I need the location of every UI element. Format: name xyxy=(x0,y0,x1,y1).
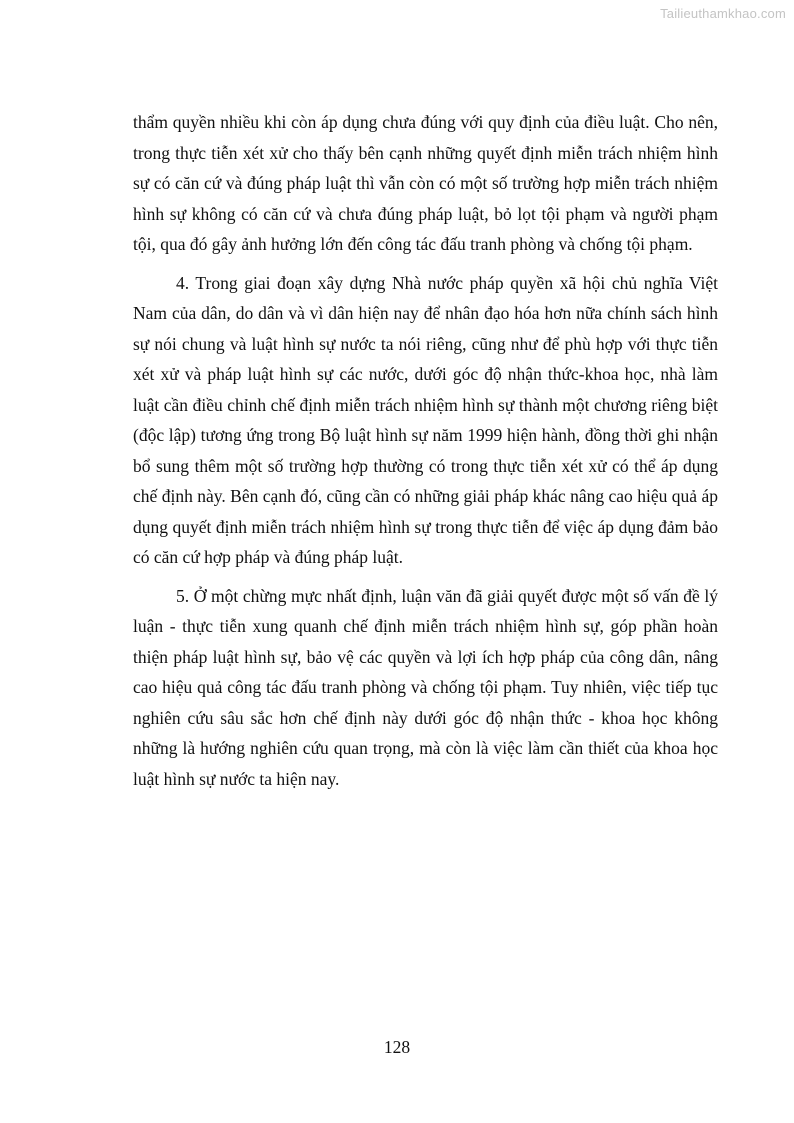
paragraph-point-4: 4. Trong giai đoạn xây dựng Nhà nước pháp quyền xã hội chủ nghĩa Việt Nam của dân, do dân và vì dân hiện nay để nhân đạo hóa hơn nữa chính sách hình sự nói chung và luật hình sự nước ta nói riêng, cũng như để phù hợp với thực tiễn xét xử và pháp luật hình sự các nước, dưới góc độ nhận thức-khoa học, nhà làm luật cần điều chỉnh chế định miễn trách nhiệm hình sự thành một chương riêng biệt (độc lập) tương ứng trong Bộ luật hình sự năm 1999 hiện hành, đồng thời ghi nhận bổ sung thêm một số trường hợp thường có trong thực tiễn xét xử có thể áp dụng chế định này. Bên cạnh đó, cũng cần có những giải pháp khác nâng cao hiệu quả áp dụng quyết định miễn trách nhiệm hình sự trong thực tiễn để việc áp dụng đảm bảo có căn cứ hợp pháp và đúng pháp luật. xyxy=(133,272,718,567)
page-number: 128 xyxy=(383,1037,411,1057)
paragraph-continuation: thẩm quyền nhiều khi còn áp dụng chưa đúng với quy định của điều luật. Cho nên, trong thực tiễn xét xử cho thấy bên cạnh những quyết định miễn trách nhiệm hình sự có căn cứ và đúng pháp luật thì vẫn còn có một số trường hợp miễn trách nhiệm hình sự không có căn cứ và chưa đúng pháp luật, bỏ lọt tội phạm và người phạm tội, qua đó gây ảnh hưởng lớn đến công tác đấu tranh phòng và chống tội phạm. xyxy=(133,112,718,254)
document-body xyxy=(133,107,718,802)
watermark-text: Tailieuthamkhao.com xyxy=(660,6,786,21)
paragraph-point-5: 5. Ở một chừng mực nhất định, luận văn đã giải quyết được một số vấn đề lý luận - thực tiễn xung quanh chế định miễn trách nhiệm hình sự, góp phần hoàn thiện pháp luật hình sự, bảo vệ các quyền và lợi ích hợp pháp của công dân, nâng cao hiệu quả công tác đấu tranh phòng và chống tội phạm. Tuy nhiên, việc tiếp tục nghiên cứu sâu sắc hơn chế định này dưới góc độ nhận thức - khoa học không những là hướng nghiên cứu quan trọng, mà còn là việc làm cần thiết của khoa học luật hình sự nước ta hiện nay. xyxy=(133,585,718,789)
